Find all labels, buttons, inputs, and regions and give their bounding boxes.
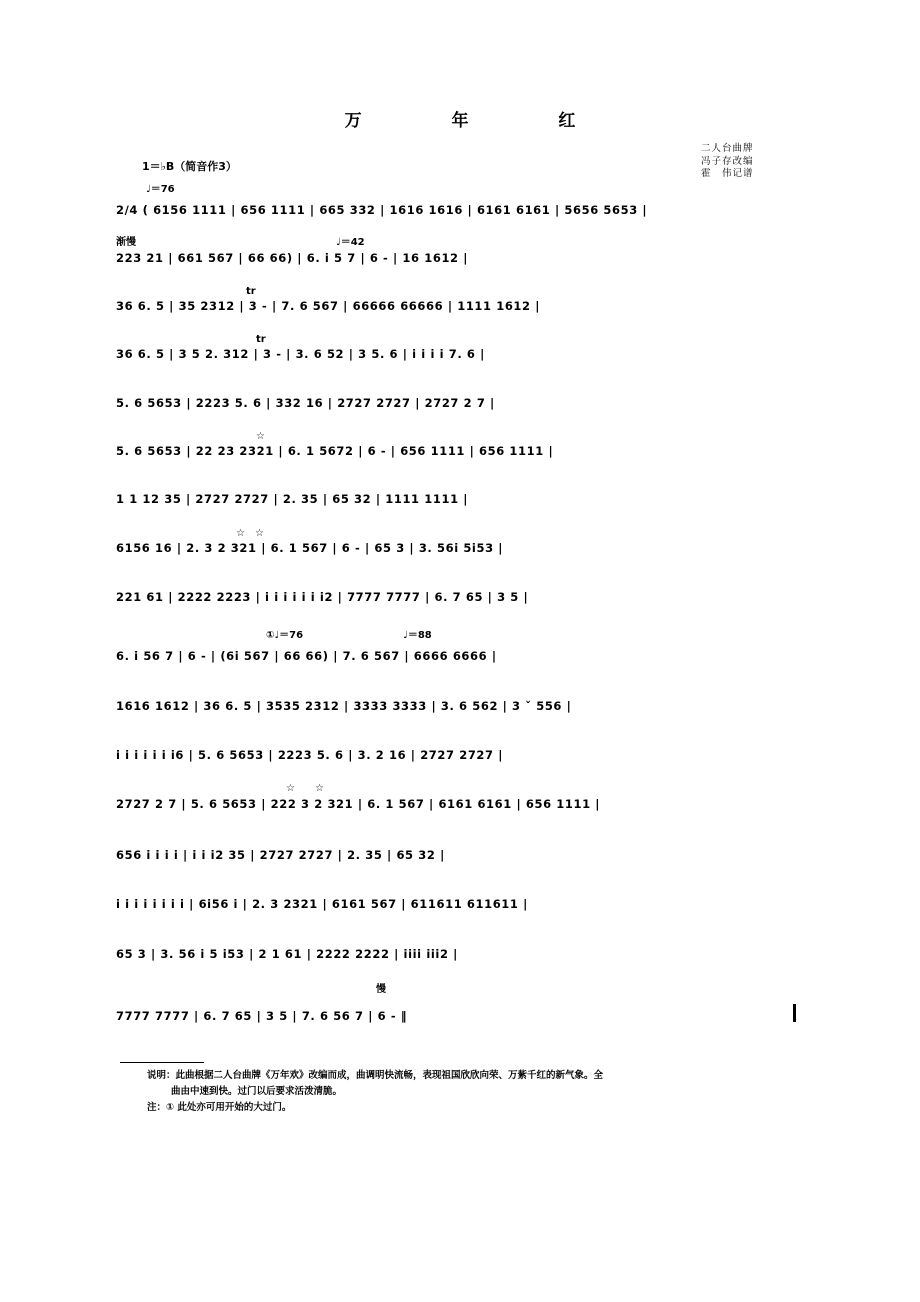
notation-line: i i i i i i i i | 6i56 i | 2. 3 2321 | 6161 567 | 611611 611611 | (116, 897, 528, 911)
row-mark: 慢 (116, 984, 386, 995)
page-title: 万 年 红 (344, 111, 618, 131)
staff-row (0, 932, 920, 962)
notation-line: 65 3 | 3. 56 i 5 i53 | 2 1 61 | 2222 2222 | iiii iii2 | (116, 947, 458, 961)
notation-line: 6156 16 | 2. 3 2 321 | 6. 1 567 | 6 - | 65 3 | 3. 56i 5i53 | (116, 541, 504, 555)
staff-row (0, 684, 920, 714)
notation-line: 1 1 12 35 | 2727 2727 | 2. 35 | 65 32 | 1111 1111 | (116, 492, 469, 506)
notation-line: 223 21 | 661 567 | 66 66) | 6. i 5 7 | 6 - | 16 1612 | (116, 251, 469, 265)
staff-row (0, 630, 920, 664)
credits (701, 143, 754, 181)
key-signature: 1＝♭B（简音作3） (142, 160, 237, 173)
notation-line: 6. i 56 7 | 6 - | (6i 567 | 66 66) | 7. 6 567 | 6666 6666 | (116, 649, 497, 663)
row-mark: tr (116, 334, 266, 345)
staff-row (0, 188, 920, 218)
staff-row (0, 833, 920, 863)
notation-line: 5. 6 5653 | 22 23 2321 | 6. 1 5672 | 6 - | 656 1111 | 656 1111 | (116, 444, 554, 458)
notation-line: 2727 2 7 | 5. 6 5653 | 222 3 2 321 | 6. 1 567 | 6161 6161 | 656 1111 | (116, 797, 601, 811)
staff-row (0, 782, 920, 812)
staff-row (0, 984, 920, 1024)
notation-line: 221 61 | 2222 2223 | i i i i i i i2 | 7777 7777 | 6. 7 65 | 3 5 | (116, 590, 529, 604)
row-mark: ☆ (116, 431, 265, 442)
credit-arranger: 冯子存改编 (701, 155, 754, 167)
staff-row (0, 381, 920, 411)
row-mark: tr (116, 286, 256, 297)
footnote-rule (120, 1062, 204, 1063)
row-mark: ①♩＝76 ♩＝88 (116, 630, 432, 641)
final-barline (793, 1004, 796, 1022)
row-mark: 渐慢 ♩＝42 (116, 237, 365, 248)
notation-line: 5. 6 5653 | 2223 5. 6 | 332 16 | 2727 2727 | 2727 2 7 | (116, 396, 495, 410)
staff-row (0, 733, 920, 763)
credit-source: 二人台曲牌 (701, 143, 754, 154)
notation-line: 7777 7777 | 6. 7 65 | 3 5 | 7. 6 56 7 | 6 - ‖ (116, 1009, 408, 1023)
staff-row (0, 526, 920, 556)
row-mark: ☆ ☆ (116, 528, 264, 539)
staff-row (0, 429, 920, 459)
footnote-explanation: 说明：此曲根据二人台曲牌《万年欢》改编而成，曲调明快流畅，表现祖国欣欣向荣、万紫千红的新气象。全 (147, 1070, 604, 1081)
staff-row (0, 236, 920, 266)
staff-row (0, 332, 920, 362)
notation-line: i i i i i i i6 | 5. 6 5653 | 2223 5. 6 | 3. 2 16 | 2727 2727 | (116, 748, 504, 762)
footnote-note: 注：① 此处亦可用开始的大过门。 (147, 1102, 292, 1113)
notation-line: 36 6. 5 | 35 2312 | 3 - | 7. 6 567 | 66666 66666 | 1111 1612 | (116, 299, 541, 313)
staff-row (0, 882, 920, 912)
notation-line: 2/4 ( 6156 1111 | 656 1111 | 665 332 | 1616 1616 | 6161 6161 | 5656 5653 | (116, 203, 648, 217)
notation-line: 1616 1612 | 36 6. 5 | 3535 2312 | 3333 3333 | 3. 6 562 | 3 ˇ 556 | (116, 699, 572, 713)
notation-line: 36 6. 5 | 3 5 2. 312 | 3 - | 3. 6 52 | 3 5. 6 | i i i i 7. 6 | (116, 347, 485, 361)
footnotes (147, 1068, 807, 1116)
footnote-explanation-cont: 曲由中速到快。过门以后要求活泼清脆。 (171, 1086, 343, 1097)
credit-transcriber: 霍 伟记谱 (701, 168, 754, 179)
staff-row (0, 575, 920, 605)
notation-line: 656 i i i i | i i i2 35 | 2727 2727 | 2. 35 | 65 32 | (116, 848, 445, 862)
staff-row (0, 477, 920, 507)
row-mark: ☆ ☆ (116, 783, 324, 794)
tempo-marking: ♩＝76 (146, 184, 175, 195)
staff-row (0, 284, 920, 314)
